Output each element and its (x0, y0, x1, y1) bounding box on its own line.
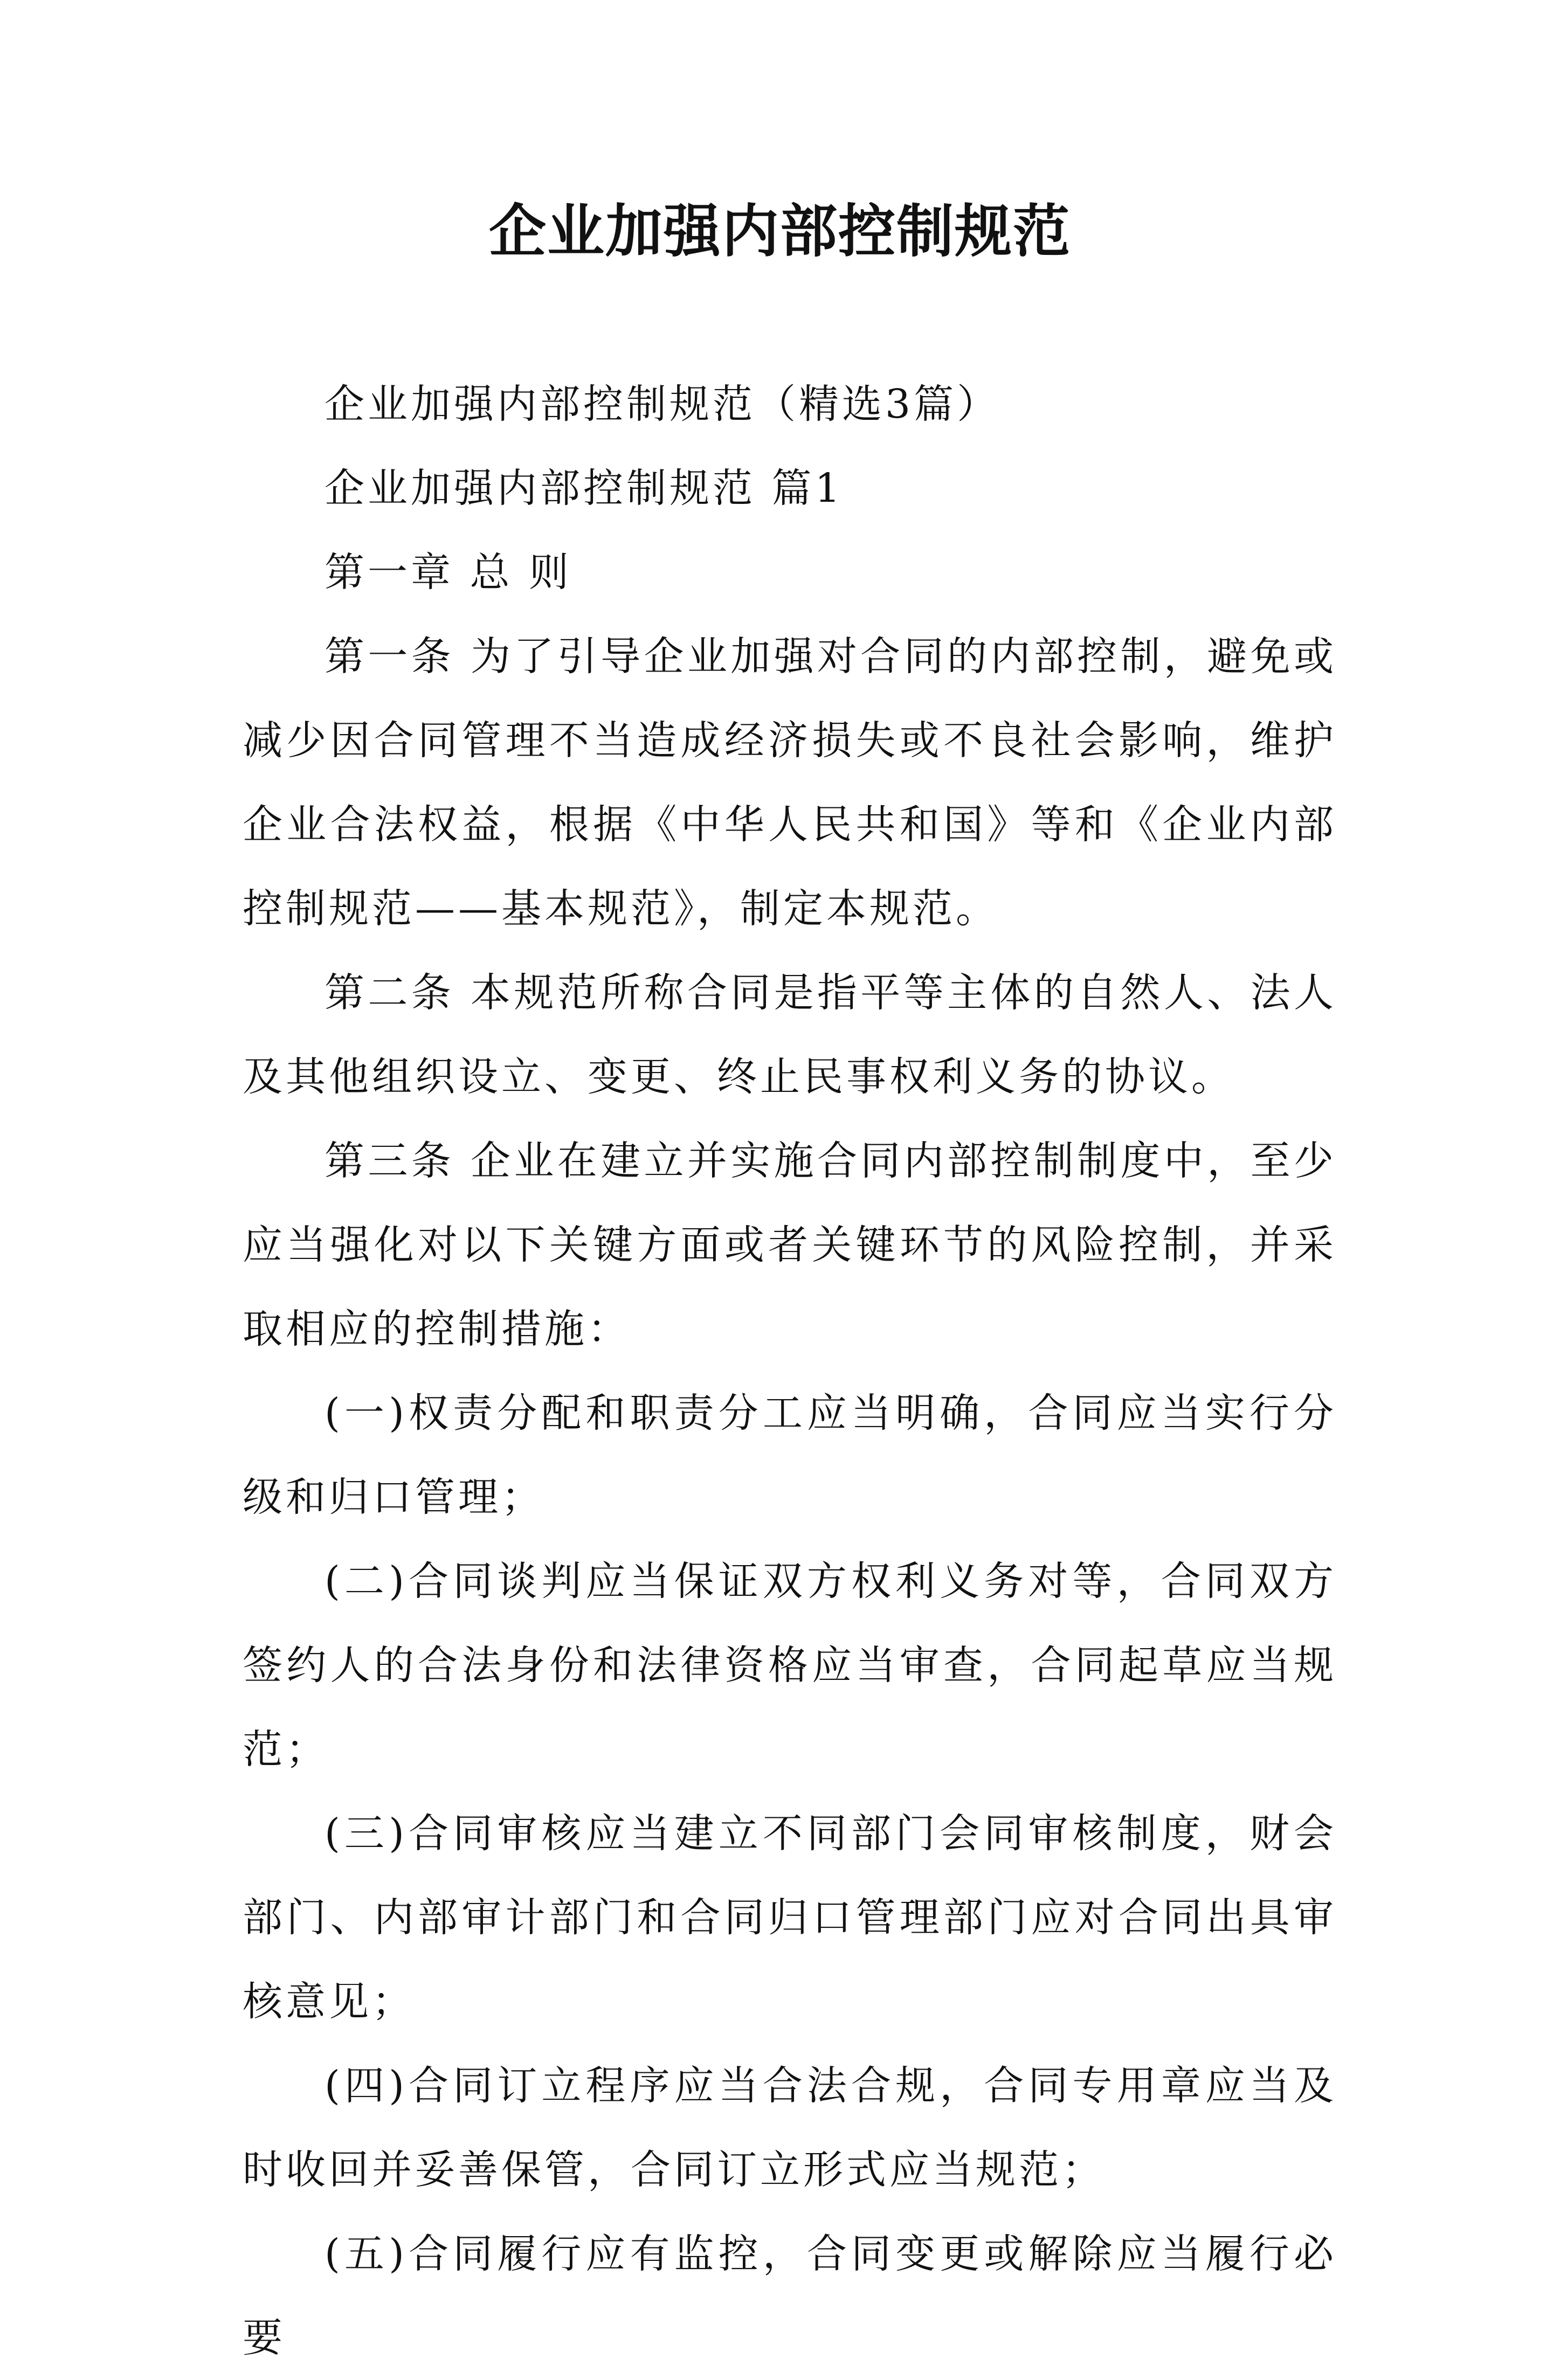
paragraph-article-2: 第二条 本规范所称合同是指平等主体的自然人、法人及其他组织设立、变更、终止民事权利义务的协议。 (243, 970, 1337, 1100)
paragraph-collection-title: 企业加强内部控制规范（精选3篇） (325, 381, 1000, 427)
paragraph-article-3: 第三条 企业在建立并实施合同内部控制制度中，至少应当强化对以下关键方面或者关键环节的风险控制，并采取相应的控制措施： (243, 1138, 1337, 1352)
document-title: 企业加强内部控制规范 (489, 198, 1071, 265)
document-body (243, 362, 1337, 2380)
paragraph-item-5: (五)合同履行应有监控，合同变更或解除应当履行必要 (243, 2231, 1337, 2361)
paragraph-item-3: (三)合同审核应当建立不同部门会同审核制度，财会部门、内部审计部门和合同归口管理部门应对合同出具审核意见； (243, 1810, 1337, 2025)
paragraph-chapter-heading: 第一章 总 则 (325, 549, 572, 596)
paragraph-part-heading: 企业加强内部控制规范 篇1 (325, 465, 844, 511)
paragraph-article-1: 第一条 为了引导企业加强对合同的内部控制，避免或减少因合同管理不当造成经济损失或不良社会影响，维护企业合法权益，根据《中华人民共和国》等和《企业内部控制规范——基本规范》，制定本规范。 (243, 633, 1337, 932)
paragraph-item-4: (四)合同订立程序应当合法合规，合同专用章应当及时收回并妥善保管，合同订立形式应当规范； (243, 2063, 1337, 2193)
paragraph-item-2: (二)合同谈判应当保证双方权利义务对等，合同双方签约人的合法身份和法律资格应当审查，合同起草应当规范； (243, 1558, 1337, 1773)
paragraph-item-1: (一)权责分配和职责分工应当明确，合同应当实行分级和归口管理； (243, 1390, 1337, 1520)
